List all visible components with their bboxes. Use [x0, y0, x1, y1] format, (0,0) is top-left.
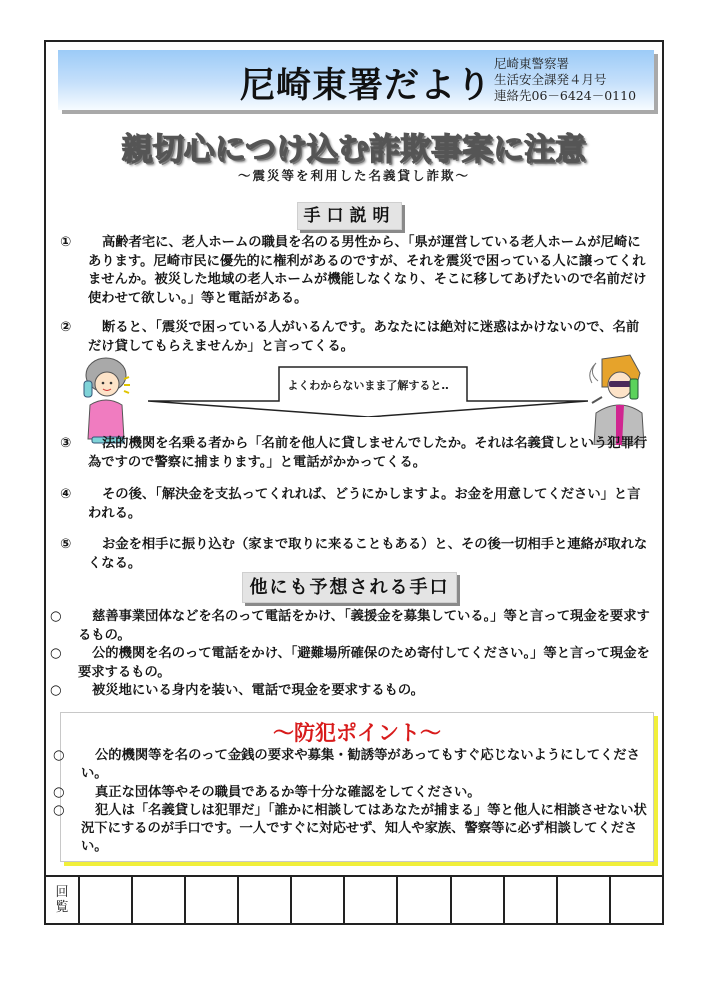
stamp-cell [79, 876, 132, 924]
issuer-issue: 生活安全課発４月号 [494, 72, 607, 87]
step-text: 高齢者宅に、老人ホームの職員を名のる男性から、「県が運営している老人ホームが尼崎にあります。尼崎市民に優先的に権利があるのですが、それを震災で困っている人に譲ってくれませんか。被災した地域の老人ホームが機能しなくなり、そこに移してあげたいので名前だけ使わせて欲しい。」等と電話がある。 [88, 235, 647, 306]
elderly-woman-on-phone-icon [76, 357, 136, 445]
section-label-method: 手口説明 [297, 202, 402, 230]
method-step-1 [58, 234, 652, 308]
newsletter-page [44, 40, 664, 925]
stamp-cell [185, 876, 238, 924]
circle-bullet-icon: ○ [53, 802, 65, 818]
circle-bullet-icon: ○ [50, 609, 62, 624]
step-marker: ③ [60, 436, 72, 451]
prevention-box [53, 712, 654, 862]
stamp-cell [557, 876, 610, 924]
step-text: 断ると、「震災で困っている人がいるんです。あなたには絶対に迷惑はかけないので、名前だけ貸してもらえませんか」と言ってくる。 [88, 320, 640, 354]
callout-arrow-shape [148, 365, 588, 417]
step-marker: ⑤ [60, 537, 72, 552]
circulation-stamp-table [44, 875, 664, 925]
stamp-cell [610, 876, 663, 924]
headline-title: 親切心につけ込む詐欺事案に注意 [121, 132, 587, 168]
other-methods-list [48, 608, 654, 701]
stamp-cell [451, 876, 504, 924]
issuer-station: 尼崎東警察署 [494, 56, 570, 71]
step-marker: ① [60, 235, 72, 250]
list-item: ○ 犯人は「名義貸しは犯罪だ」「誰かに相談してはあなたが捕まる」等と他人に相談させない状況下にするのが手口です。一人ですぐに対応せず、知人や家族、警察等に必ず相談してください。 [53, 802, 647, 855]
method-step-4 [58, 486, 652, 523]
circulation-label: 回 覧 [45, 876, 79, 924]
step-text: お金を相手に振り込む（家まで取りに来ることもある）と、その後一切相手と連絡が取れなくなる。 [88, 537, 648, 571]
circle-bullet-icon: ○ [50, 646, 62, 662]
section-label-other: 他にも予想される手口 [242, 572, 457, 603]
method-step-5 [58, 536, 652, 573]
list-item: ○ 公的機関等を名のって金銭の要求や募集・勧誘等があってもすぐ応じないようにしてください。 [53, 748, 640, 782]
newsletter-title: 尼崎東署だより [240, 66, 493, 106]
header-banner [58, 50, 654, 110]
step-text: その後、「解決金を支払ってくれれば、どうにかしますよ。お金を用意してください」と言われる。 [88, 487, 641, 521]
method-step-2 [58, 319, 652, 356]
stamp-cell [344, 876, 397, 924]
step-marker: ② [60, 320, 72, 335]
prevention-title: ～防犯ポイント～ [273, 721, 441, 745]
issuer-contact: 連絡先06－6424－0110 [494, 88, 637, 103]
list-item: ○ 被災地にいる身内を装い、電話で現金を要求するもの。 [62, 682, 654, 701]
stamp-cell [291, 876, 344, 924]
stamp-cell [132, 876, 185, 924]
scammer-on-phone-icon [582, 353, 646, 445]
stamp-cell [238, 876, 291, 924]
issuer-info [494, 56, 636, 104]
step-marker: ④ [60, 487, 72, 502]
method-step-3 [58, 435, 652, 472]
circle-bullet-icon: ○ [53, 784, 65, 800]
stamp-cell [504, 876, 557, 924]
step-text: 法的機関を名乗る者から「名前を他人に貸しませんでしたか。それは名義貸しという犯罪行為ですので警察に捕まります。」と電話がかかってくる。 [88, 436, 648, 470]
stamp-cell [397, 876, 450, 924]
prevention-list [51, 747, 655, 857]
list-item: ○ 真正な団体等やその職員であるか等十分な確認をしてください。 [65, 784, 655, 802]
headline-subtitle: ～震災等を利用した名義貸し詐欺～ [237, 168, 470, 183]
circle-bullet-icon: ○ [50, 683, 62, 699]
list-item: ○ 公的機関を名のって電話をかけ、「避難場所確保のため寄付してください。」等と言って現金を要求するもの。 [50, 646, 650, 680]
list-item: ○ 慈善事業団体などを名のって電話をかけ、「義援金を募集している。」等と言って現金を要求するもの。 [50, 609, 650, 643]
circle-bullet-icon: ○ [53, 748, 65, 763]
illustration-row [58, 357, 654, 447]
callout-text: よくわからないまま了解すると‥ [287, 379, 449, 392]
